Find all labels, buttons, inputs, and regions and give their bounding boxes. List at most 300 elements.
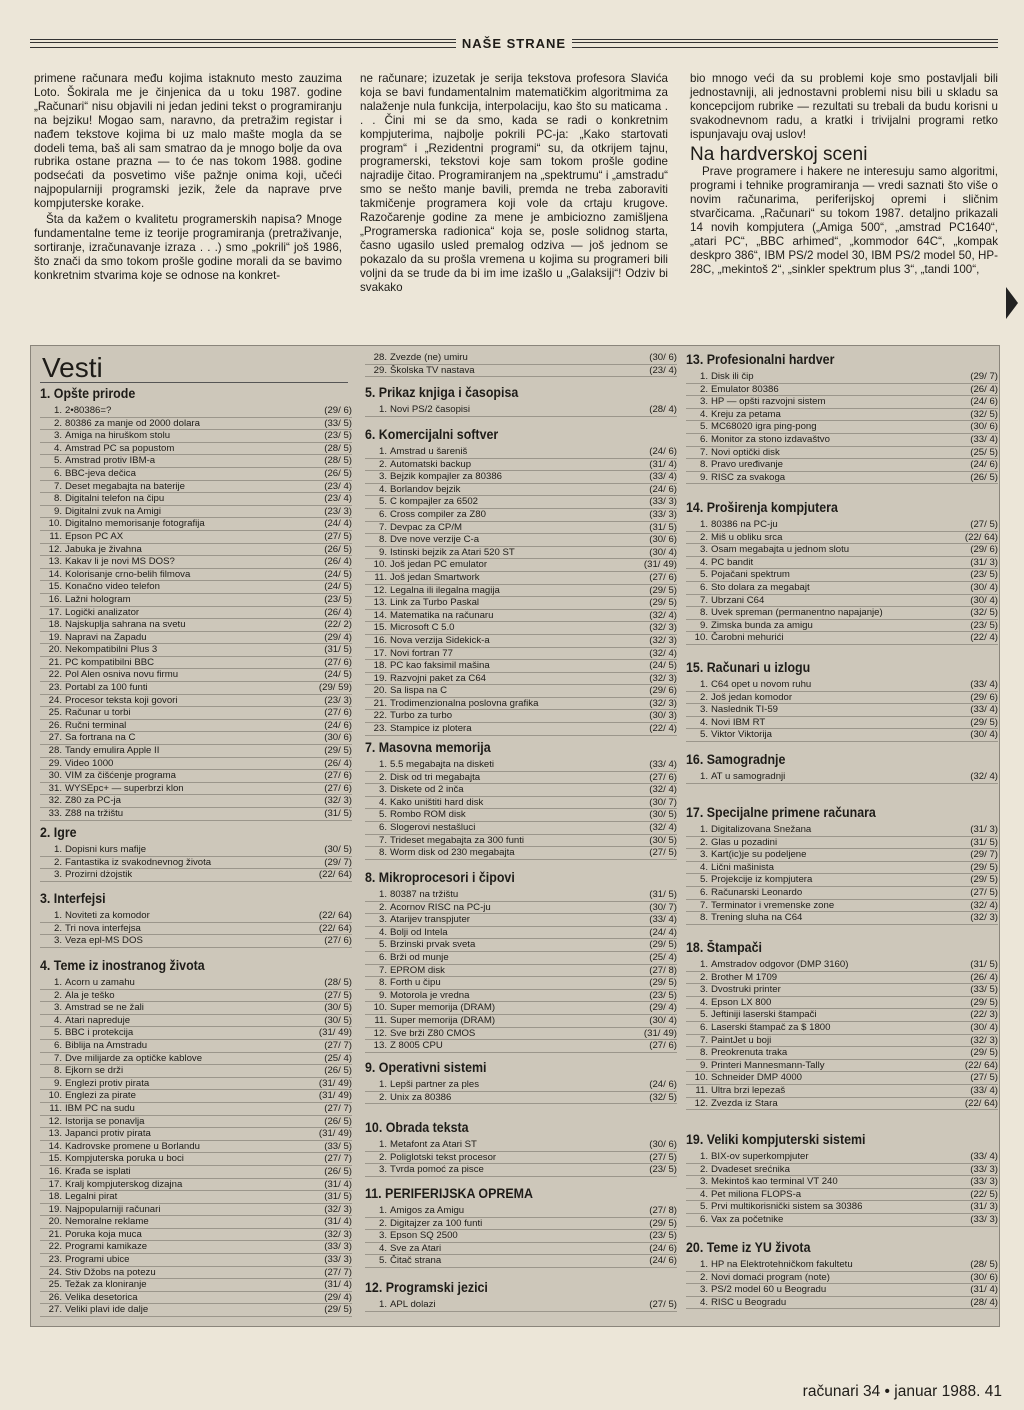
item-reference: (31/ 49) [643,559,677,571]
item-title: Veliki plavi ide dalje [65,1304,149,1316]
item-number: 14. [373,609,387,621]
item-number: 7. [53,480,62,492]
list-item [40,1053,352,1066]
item-title: Programi ubice [65,1254,130,1266]
list-item [686,1201,998,1214]
list-item [686,972,998,985]
item-title: Novi PS/2 časopisi [390,404,470,415]
item-reference: (32/ 3) [649,672,677,684]
item-reference: (33/ 3) [970,1176,998,1188]
item-title: Z 8005 CPU [390,1040,443,1052]
item-title: Brži od munje [390,951,449,963]
item-number: 3. [378,471,387,483]
list-item [686,421,998,434]
item-title: Čarobni mehurići [711,632,784,644]
list-item [686,1189,998,1202]
item-number: 4. [699,996,708,1008]
index-section [686,1132,998,1227]
item-reference: (23/ 3) [324,694,352,706]
item-title: Amstrad u šareniš [390,446,468,457]
item-reference: (22/ 4) [970,632,998,644]
item-title: Kadrovske promene u Borlandu [65,1140,200,1152]
list-item [40,1241,352,1254]
item-reference: (23/ 5) [324,430,352,442]
item-title: Digitalni zvuk na Amigi [65,505,161,517]
item-reference: (24/ 6) [649,1079,677,1090]
list-item [365,509,677,522]
item-reference: (23/ 4) [324,480,352,492]
item-title: Kakav li je novi MS DOS? [65,556,175,568]
item-title: Diskete od 2 inča [390,784,464,796]
item-reference: (29/ 7) [970,371,998,382]
list-item [365,939,677,952]
item-reference: (26/ 4) [324,556,352,568]
list-item [365,723,677,736]
list-item [40,594,352,607]
item-reference: (30/ 4) [970,594,998,606]
item-reference: (22/ 64) [318,922,352,934]
list-item [40,430,352,443]
index-section [686,940,998,1110]
item-number: 2. [53,922,62,934]
list-item [40,1216,352,1229]
list-item [365,927,677,940]
item-reference: (29/ 5) [970,861,998,873]
item-number: 6. [378,508,387,520]
item-title: Legalna ili ilegalna magija [390,584,500,596]
item-reference: (29/ 5) [649,584,677,596]
item-number: 4. [699,861,708,873]
index-section [686,805,998,925]
item-title: WYSEpc+ — superbrzi klon [65,782,184,794]
index-section [365,1060,677,1104]
item-number: 2. [699,1163,708,1175]
section-title: 13. Profesionalni hardver [686,352,835,367]
item-title: Kolorisanje crno-belih filmova [65,568,191,580]
item-reference: (33/ 5) [970,984,998,996]
list-item [40,1292,352,1305]
index-section [365,1280,677,1312]
item-reference: (28/ 4) [649,404,677,415]
index-section [365,352,677,377]
list-item [686,862,998,875]
list-item [365,610,677,623]
item-number: 3. [699,1176,708,1188]
item-title: Najpopularniji računari [65,1203,161,1215]
item-title: Emulator 80386 [711,383,779,395]
item-title: Borlandov bejzik [390,483,461,495]
item-reference: (24/ 6) [970,459,998,471]
list-item [40,869,352,882]
item-title: Video 1000 [65,757,114,769]
index-section [365,385,677,417]
list-item [40,569,352,582]
item-title: Digitalno memorisanje fotografija [65,518,205,530]
list-item [40,1103,352,1116]
list-item [40,443,352,456]
item-number: 2. [378,458,387,470]
list-item [365,822,677,835]
item-title: Schneider DMP 4000 [711,1072,803,1084]
item-reference: (31/ 49) [318,1090,352,1102]
item-number: 6. [699,581,708,593]
item-reference: (32/ 4) [649,647,677,659]
item-title: Veza epl-MS DOS [65,935,143,947]
item-title: Krađa se isplati [65,1165,131,1177]
list-item [40,910,352,923]
item-reference: (27/ 7) [324,1266,352,1278]
item-title: Acornov RISC na PC-ju [390,901,491,913]
item-number: 12. [373,584,387,596]
item-number: 4. [378,796,387,808]
list-item [40,745,352,758]
list-item [40,1141,352,1154]
item-number: 32. [48,795,62,807]
list-item [686,371,998,384]
item-title: Super memorija (DRAM) [390,1002,496,1014]
item-number: 18. [48,619,62,631]
item-reference: (24/ 6) [649,446,677,457]
item-title: Dve nove verzije C-a [390,534,480,546]
item-reference: (33/ 3) [649,496,677,508]
item-title: Istinski bejzik za Atari 520 ST [390,546,515,558]
item-title: Programi kamikaze [65,1241,148,1253]
list-item [365,404,677,417]
item-number: 3. [53,430,62,442]
item-reference: (23/ 5) [649,989,677,1001]
item-number: 3. [53,869,62,881]
list-item [686,849,998,862]
list-item [686,557,998,570]
item-title: Tri nova interfejsa [65,922,141,934]
item-reference: (29/ 7) [970,849,998,861]
item-reference: (24/ 6) [970,396,998,408]
item-title: C kompajler za 6502 [390,496,478,508]
item-title: 5.5 megabajta na disketi [390,759,494,770]
item-reference: (31/ 4) [649,458,677,470]
article-column-3 [690,72,998,279]
list-item [365,914,677,927]
item-reference: (29/ 6) [649,685,677,697]
item-number: 17. [48,1178,62,1190]
item-title: Novi IBM RT [711,716,766,728]
item-reference: (24/ 5) [649,660,677,672]
list-item [365,1079,677,1092]
item-title: Poruka koja muca [65,1228,142,1240]
item-title: Epson SQ 2500 [390,1230,458,1242]
item-number: 1. [699,519,708,530]
list-item [40,1179,352,1192]
item-title: Trening sluha na C64 [711,912,803,924]
item-title: Računar u torbi [65,707,131,719]
item-title: Ultra brzi lepezaš [711,1084,786,1096]
item-number: 1. [378,404,387,415]
section-title: 17. Specijalne primene računara [686,805,876,820]
item-reference: (33/ 5) [324,1140,352,1152]
item-reference: (29/ 7) [324,856,352,868]
item-title: Biblija na Amstradu [65,1039,148,1051]
list-item [365,534,677,547]
item-title: MC68020 igra ping-pong [711,421,817,433]
list-item [686,1151,998,1164]
item-number: 11. [49,530,62,542]
item-title: Zvezde (ne) umiru [390,352,468,363]
list-item [40,1015,352,1028]
item-number: 23. [48,1254,62,1266]
item-number: 10. [373,1002,387,1014]
page-footer: računari 34 • januar 1988. 41 [802,1383,1002,1400]
list-item [365,1139,677,1152]
item-title: Istorija se ponavlja [65,1115,145,1127]
item-number: 30. [48,770,62,782]
item-title: Ubrzani C64 [711,594,765,606]
header-rule-right [572,39,998,48]
item-reference: (30/ 6) [324,732,352,744]
list-item [365,471,677,484]
index-section [686,752,998,784]
item-reference: (31/ 3) [970,1201,998,1213]
item-number: 4. [378,483,387,495]
list-item [365,759,677,772]
list-item [40,795,352,808]
paragraph: Šta da kažem o kvalitetu programerskih napisa? Mnoge fundamentalne teme iz teorije programiranja (pretraživanje, sortiranje, izračunavanje izraza . . .) smo „pokrili“ još 1986, što znači da smo tokom prošle godine morali da se bavimo konkretnim stvarima koje se odnose na konkret- [34,213,342,282]
item-reference: (26/ 5) [324,467,352,479]
list-item [686,607,998,620]
item-number: 21. [48,656,62,668]
list-item [40,644,352,657]
item-number: 5. [699,1009,708,1021]
list-item [40,619,352,632]
item-number: 2. [699,531,708,543]
item-number: 4. [53,1014,62,1026]
item-title: Trodimenzionalna poslovna grafika [390,697,539,709]
item-title: Težak za kloniranje [65,1279,147,1291]
item-number: 6. [378,951,387,963]
item-title: Logički analizator [65,606,140,618]
item-number: 7. [378,834,387,846]
box-title: Vesti [42,352,103,383]
item-reference: (27/ 6) [324,770,352,782]
item-number: 5. [378,1255,387,1267]
item-number: 8. [699,1047,708,1059]
item-reference: (29/ 5) [970,874,998,886]
list-item [40,506,352,519]
list-item [40,758,352,771]
list-item [365,1243,677,1256]
list-item [686,997,998,1010]
item-reference: (33/ 5) [324,417,352,429]
item-title: Laserski štampač za $ 1800 [711,1021,831,1033]
item-number: 8. [378,847,387,859]
paragraph: primene računara među kojima istaknuto mesto zauzima Loto. Šokirala me je činjenica da u toku 1987. godine „Računari“ nisu objavili ni jedan jedini tekst o programiranju na bejziku! Mogao sam, naravno, da pretražim registar i nađem tekstove kojima bi uz malo mašte mogla da se dodeli tema, baš ali sam smatrao da je mnogo bolje da ova rubrika ostane prazna — to će nas tokom 1988. godine podsećati da posvetimo više pažnje onima koji, učeći najpopularniji programski jezik, žele da naprave prve kompjuterske korake. [34,72,342,211]
item-number: 23. [48,682,62,694]
list-item [686,824,998,837]
item-title: Z80 za PC-ja [65,795,121,807]
item-reference: (23/ 5) [649,1230,677,1242]
item-title: Preokrenuta traka [711,1047,788,1059]
item-title: Pravo uređivanje [711,459,783,471]
item-reference: (28/ 5) [324,977,352,988]
item-reference: (26/ 5) [970,471,998,483]
item-reference: (33/ 3) [324,1241,352,1253]
item-title: Japanci protiv pirata [65,1128,151,1140]
list-item [40,607,352,620]
item-title: Printeri Mannesmann-Tally [711,1059,825,1071]
item-reference: (32/ 3) [324,1203,352,1215]
item-reference: (32/ 5) [649,1091,677,1103]
list-item [365,446,677,459]
item-title: Amstrad se ne žali [65,1002,144,1014]
item-reference: (27/ 7) [324,1039,352,1051]
item-number: 28. [48,745,62,757]
item-title: 2•80386=? [65,405,112,416]
item-reference: (27/ 6) [649,1040,677,1052]
section-title: 9. Operativni sistemi [365,1060,487,1075]
item-number: 2. [378,1217,387,1229]
item-title: Metafont za Atari ST [390,1139,477,1150]
list-item [365,1092,677,1105]
continue-arrow-icon [1006,287,1018,319]
item-title: Konačno video telefon [65,581,160,593]
item-number: 3. [53,1002,62,1014]
item-number: 2. [699,691,708,703]
item-number: 5. [699,729,708,741]
item-reference: (24/ 6) [649,1242,677,1254]
item-reference: (33/ 3) [324,1254,352,1266]
item-reference: (33/ 4) [649,471,677,483]
item-reference: (29/ 4) [649,1002,677,1014]
item-title: Pet miliona FLOPS-a [711,1188,802,1200]
item-reference: (31/ 5) [649,521,677,533]
item-title: Trideset megabajta za 300 funti [390,834,525,846]
header-title: NAŠE STRANE [461,35,567,51]
item-number: 6. [378,821,387,833]
item-title: Worm disk od 230 megabajta [390,847,515,859]
item-number: 3. [699,396,708,408]
item-title: Brzinski prvak sveta [390,939,476,951]
item-reference: (26/ 5) [324,1115,352,1127]
item-title: Digitajzer za 100 funti [390,1217,483,1229]
item-number: 19. [48,631,62,643]
list-item [365,365,677,378]
item-title: Dvostruki printer [711,984,781,996]
item-number: 3. [699,849,708,861]
section-title: 14. Proširenja kompjutera [686,500,838,515]
item-title: Terminator i vremenske zone [711,899,835,911]
item-title: VIM za čišćenje programa [65,770,176,782]
item-reference: (30/ 4) [970,581,998,593]
item-title: Uvek spreman (permanentno napajanje) [711,607,883,619]
item-reference: (24/ 4) [324,518,352,530]
item-number: 5. [53,455,62,467]
list-item [686,837,998,850]
list-item [40,990,352,1003]
item-number: 3. [699,1284,708,1296]
paragraph: ne računare; izuzetak je serija tekstova profesora Slavića koja se bavi fundamentalnim matematičkim algoritmima za nalaženje nula funkcija, interpolaciju, kao što su maticama . . . Čini mi se da smo, kada se radi o konkretnim kompjuterima, najbolje pokrili PC-ja: „Kako startovati program“ i „Rezidentni programi“ su, da otkrijem tajnu, programerski, tekstovi koje sam tokom prošle godine najradije čitao. Programiranjem na „spektrumu“ i „amstradu“ smo se nešto manje bavili, premda ne treba zaboraviti takmičenje programera koji vole da crtaju krugove. Razočarenje godine za mene je ambiciozno zamišljena „Programerska radionica“ koja se, posle solidnog starta, časno ugasilo usled premalog odziva — još jednom se pokazalo da su prošla vremena u kojima su programeri bili voljni da se trude da bi im ime izašlo u „Galaksiji“! Odziv bi svakako [360,72,668,294]
item-number: 1. [53,405,62,416]
item-number: 4. [699,716,708,728]
item-title: PaintJet u boji [711,1034,772,1046]
item-reference: (26/ 4) [324,757,352,769]
paragraph: Prave programere i hakere ne interesuju samo algoritmi, programi i tehnike programiranja — vredi saznati što više o novim računarima, periferijskoj opremi i sličnim stvarčicama. „Računari“ su tokom 1987. detaljno prikazali 14 novih kompjutera („Amiga 500“, „amstrad PC1640“, „atari PC“, „BBC arhimed“, „kommodor 64C“, „kompak deskpro 386“, IBM PS/2 model 30, IBM PS/2 model 50, HP-28C, „mekintoš 2“, „sinkler spektrum plus 3“, „tandi 100“, [690,165,998,276]
list-item [686,1284,998,1297]
item-title: Bolji od Intela [390,926,448,938]
item-number: 24. [48,694,62,706]
item-title: Čitač strana [390,1255,442,1267]
list-item [40,1153,352,1166]
item-title: HP na Elektrotehničkom fakultetu [711,1259,853,1270]
item-title: Englezi za pirate [65,1090,136,1102]
item-reference: (30/ 4) [649,546,677,558]
item-reference: (24/ 6) [649,1255,677,1267]
item-number: 12. [48,543,62,555]
item-number: 29. [373,364,387,376]
item-reference: (32/ 5) [970,607,998,619]
item-reference: (25/ 4) [324,1052,352,1064]
item-number: 20. [373,685,387,697]
item-title: Turbo za turbo [390,710,453,722]
section-title: 7. Masovna memorija [365,740,491,755]
item-title: Portabl za 100 funti [65,682,148,694]
item-number: 9. [699,471,708,483]
item-number: 11. [49,1102,62,1114]
item-reference: (28/ 5) [324,455,352,467]
section-title: 12. Programski jezici [365,1280,488,1295]
list-item [40,1166,352,1179]
list-item [365,459,677,472]
list-item [686,409,998,422]
list-item [686,1272,998,1285]
item-number: 2. [53,989,62,1001]
item-number: 3. [699,544,708,556]
item-number: 8. [699,912,708,924]
item-title: Digitalni telefon na čipu [65,493,165,505]
item-title: Unix za 80386 [390,1091,452,1103]
item-number: 1. [53,910,62,921]
item-number: 2. [378,901,387,913]
item-title: Zvezda iz Stara [711,1097,778,1109]
item-reference: (27/ 5) [649,847,677,859]
list-item [40,405,352,418]
list-item [686,717,998,730]
list-item [365,635,677,648]
item-reference: (33/ 4) [649,759,677,770]
section-title: 8. Mikroprocesori i čipovi [365,870,515,885]
item-number: 29. [48,757,62,769]
item-reference: (27/ 5) [649,1151,677,1163]
item-number: 9. [53,505,62,517]
item-title: Pol Alen osniva novu firmu [65,669,179,681]
section-title: 18. Štampači [686,940,762,955]
item-reference: (33/ 4) [970,1084,998,1096]
list-item [365,990,677,1003]
item-number: 7. [699,594,708,606]
page-header [30,36,998,50]
list-item [365,1002,677,1015]
list-item [686,1072,998,1085]
list-item [40,732,352,745]
item-title: Automatski backup [390,458,472,470]
item-reference: (31/ 49) [318,1128,352,1140]
list-item [40,657,352,670]
list-item [40,1279,352,1292]
item-title: Nekompatibilni Plus 3 [65,644,158,656]
item-number: 9. [378,546,387,558]
item-title: BBC-jeva dečica [65,467,136,479]
item-title: 80386 za manje od 2000 dolara [65,417,200,429]
item-reference: (23/ 5) [970,569,998,581]
list-item [365,660,677,673]
